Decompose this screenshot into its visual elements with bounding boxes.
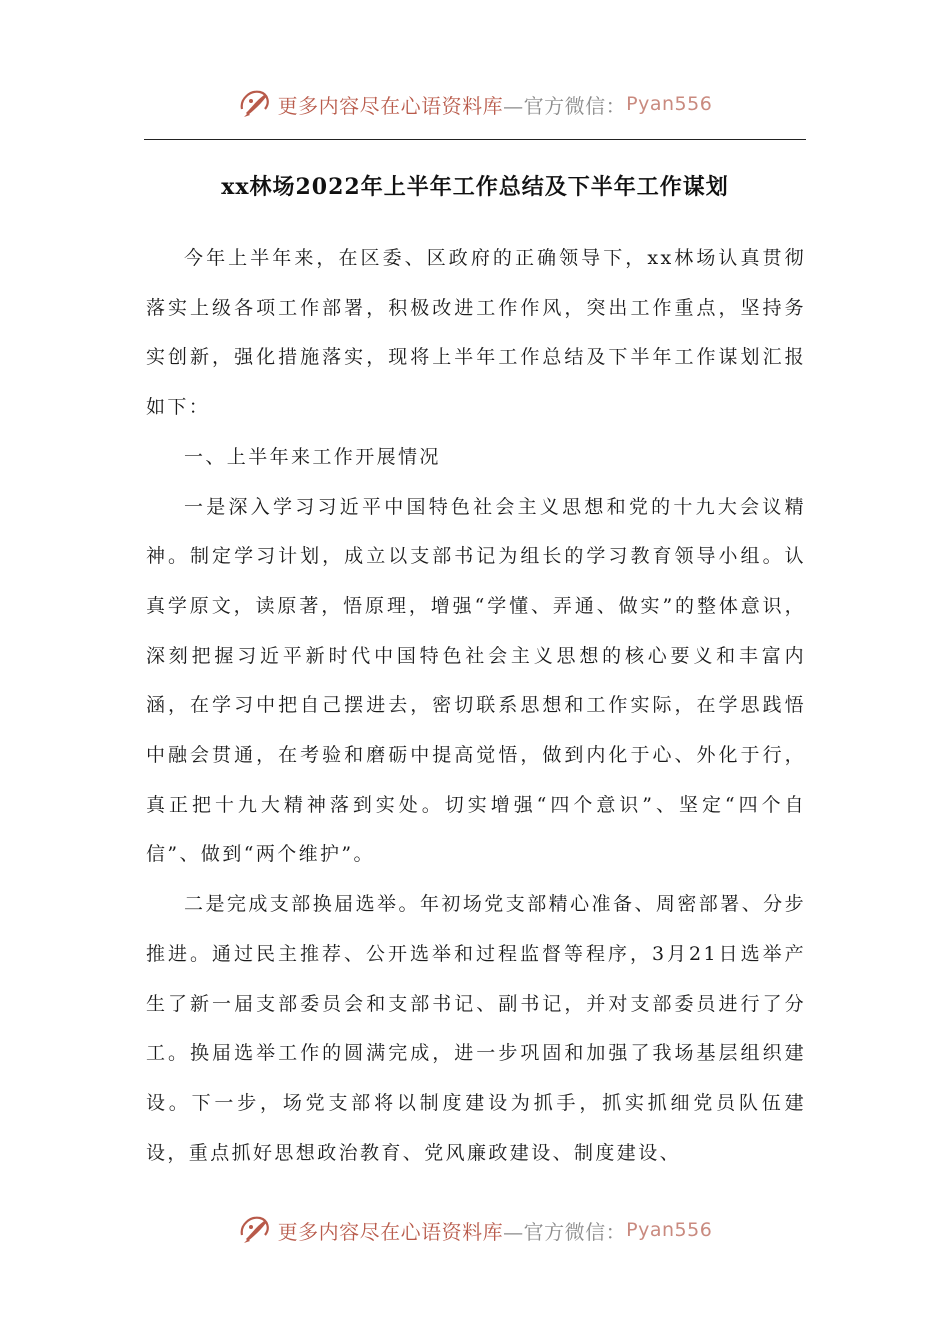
pen-logo-icon bbox=[238, 87, 272, 121]
header-divider bbox=[144, 139, 806, 140]
paragraph-item-1: 一是深入学习习近平中国特色社会主义思想和党的十九大会议精神。制定学习计划，成立以支部书记为组长的学习教育领导小组。认真学原文，读原著，悟原理，增强“学懂、弄通、做实”的整体意识，深刻把握习近平新时代中国特色社会主义思想的核心要义和丰富内涵，在学习中把自己摆进去，密切联系思想和工作实际，在学思践悟中融会贯通，在考验和磨砺中提高觉悟，做到内化于心、外化于行，真正把十九大精神落到实处。切实增强“四个意识”、坚定“四个自信”、做到“两个维护”。 bbox=[146, 495, 806, 866]
footer-banner bbox=[0, 1210, 950, 1250]
document-body bbox=[146, 234, 806, 1178]
document-title: xx林场2022年上半年工作总结及下半年工作谋划 bbox=[221, 174, 729, 200]
paragraph-item-2: 二是完成支部换届选举。年初场党支部精心准备、周密部署、分步推进。通过民主推荐、公开选举和过程监督等程序，3月21日选举产生了新一届支部委员会和支部书记、副书记，并对支部委员进行了分工。换届选举工作的圆满完成，进一步巩固和加强了我场基层组织建设。下一步，场党支部将以制度建设为抓手，抓实抓细党员队伍建设，重点抓好思想政治教育、党风廉政建设、制度建设、 bbox=[146, 893, 806, 1164]
banner-text-main: 更多内容尽在心语资料库 bbox=[277, 93, 504, 118]
pen-logo-icon bbox=[238, 1213, 272, 1247]
section-heading: 一、上半年来工作开展情况 bbox=[184, 445, 441, 468]
banner-text-wechat-id: Pyan556 bbox=[626, 93, 713, 115]
banner-text-main: 更多内容尽在心语资料库 bbox=[277, 1219, 504, 1244]
header-banner bbox=[0, 84, 950, 124]
banner-text-wechat-label: —官方微信： bbox=[503, 1219, 627, 1244]
paragraph-intro: 今年上半年来，在区委、区政府的正确领导下，xx林场认真贯彻落实上级各项工作部署，积极改进工作作风，突出工作重点，坚持务实创新，强化措施落实，现将上半年工作总结及下半年工作谋划汇报如下： bbox=[146, 247, 806, 419]
banner-text-wechat-id: Pyan556 bbox=[626, 1219, 713, 1241]
banner-text-wechat-label: —官方微信： bbox=[503, 93, 627, 118]
